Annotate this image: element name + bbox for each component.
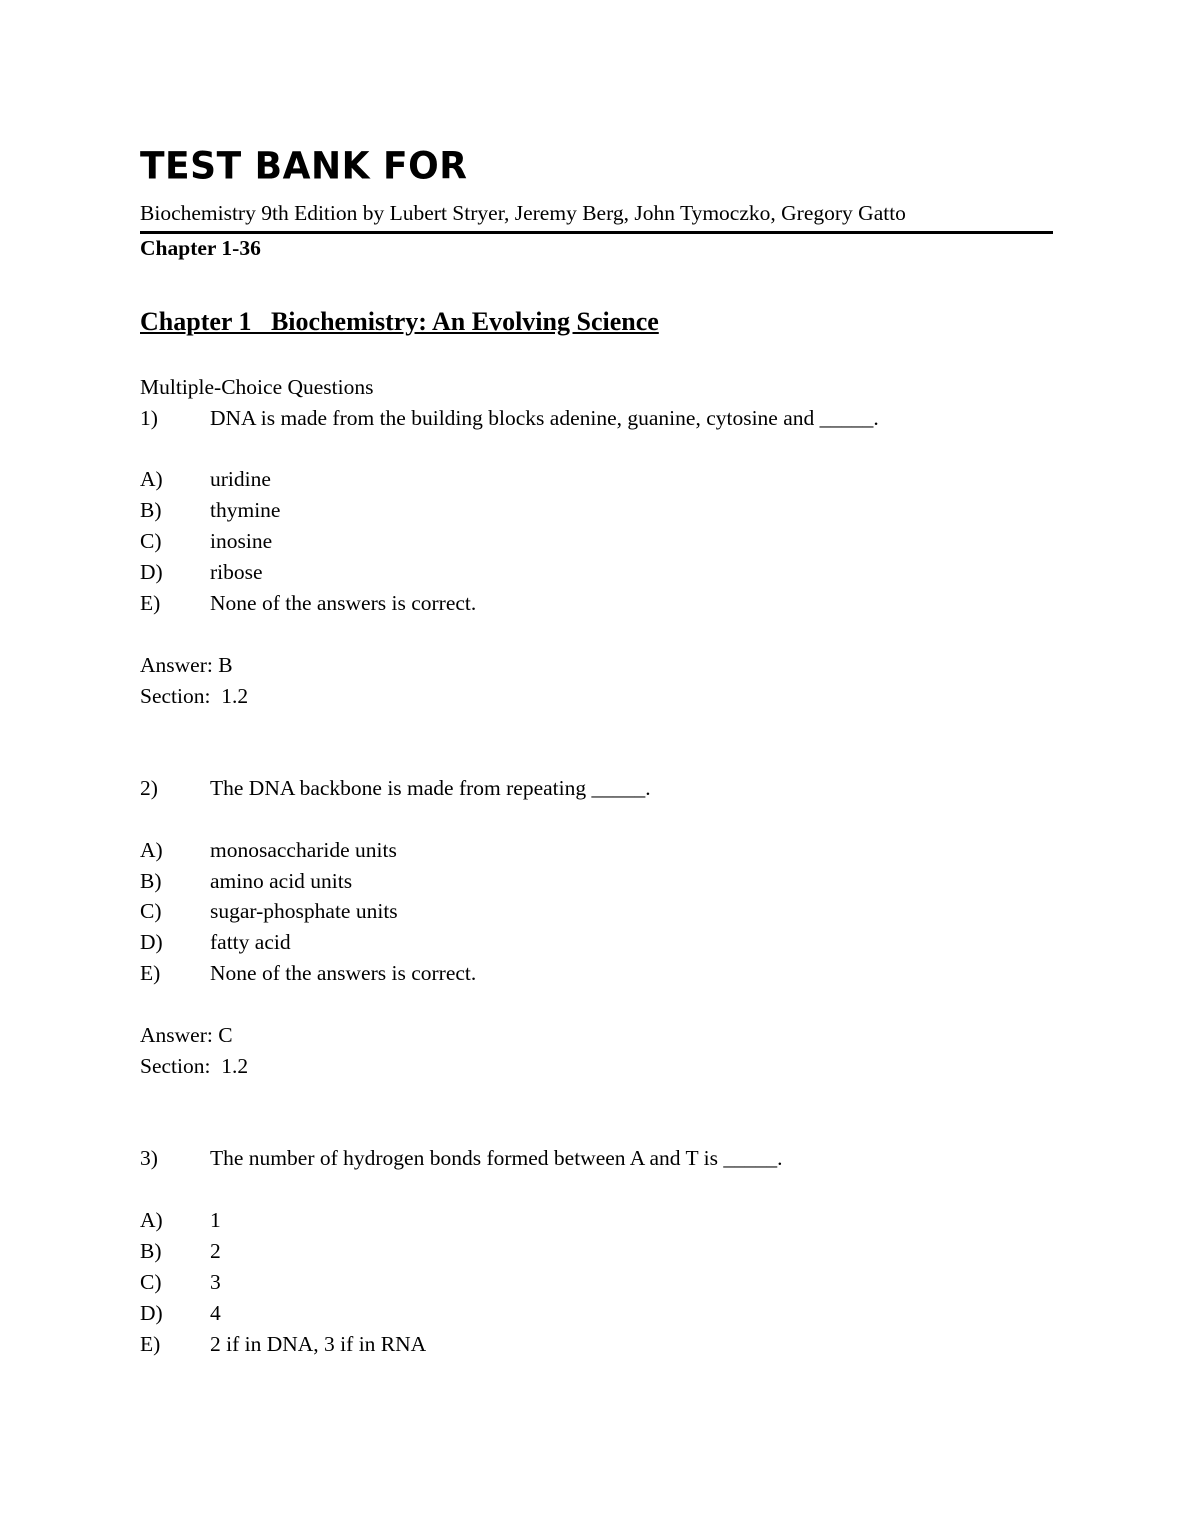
answer-line: Answer: B [140,653,233,677]
option-d [140,1301,1040,1331]
option-letter: C) [140,1270,162,1294]
option-text: None of the answers is correct. [210,591,477,615]
question-1 [140,406,1040,436]
option-letter: E) [140,961,161,985]
option-letter: C) [140,529,162,553]
section-ref: Section: 1.2 [140,684,249,708]
option-letter: D) [140,560,163,584]
option-a [140,467,1040,497]
option-text: amino acid units [210,869,353,893]
question-text: The DNA backbone is made from repeating _____. [210,776,651,800]
question-2 [140,776,1040,806]
option-d [140,560,1040,590]
option-c [140,899,1040,929]
option-letter: A) [140,838,163,862]
question-3 [140,1146,1040,1176]
option-c [140,1270,1040,1300]
option-b [140,1239,1040,1269]
option-b [140,498,1040,528]
option-letter: C) [140,899,162,923]
question-number: 1) [140,406,158,430]
option-letter: B) [140,869,162,893]
option-letter: D) [140,930,163,954]
option-a [140,838,1040,868]
header-divider [140,231,1053,234]
option-e [140,591,1040,621]
question-number: 3) [140,1146,158,1170]
option-a [140,1208,1040,1238]
option-e [140,961,1040,991]
option-text: ribose [210,560,263,584]
option-letter: E) [140,591,161,615]
question-number: 2) [140,776,158,800]
option-letter: D) [140,1301,163,1325]
option-text: 4 [210,1301,221,1325]
option-text: 1 [210,1208,221,1232]
option-text: 3 [210,1270,221,1294]
option-text: monosaccharide units [210,838,397,862]
option-d [140,930,1040,960]
option-text: fatty acid [210,930,291,954]
question-text: The number of hydrogen bonds formed between A and T is _____. [210,1146,783,1170]
option-text: None of the answers is correct. [210,961,477,985]
section-label: Multiple-Choice Questions [140,375,374,399]
option-text: 2 [210,1239,221,1263]
book-subtitle: Biochemistry 9th Edition by Lubert Stryer, Jeremy Berg, John Tymoczko, Gregory Gatto [140,201,906,225]
chapter-range: Chapter 1-36 [140,236,261,260]
option-e [140,1332,1040,1362]
option-c [140,529,1040,559]
option-b [140,869,1040,899]
option-text: inosine [210,529,273,553]
option-letter: B) [140,1239,162,1263]
option-text: uridine [210,467,271,491]
section-ref: Section: 1.2 [140,1054,249,1078]
option-letter: A) [140,1208,163,1232]
option-letter: A) [140,467,163,491]
option-text: thymine [210,498,281,522]
option-letter: B) [140,498,162,522]
chapter-heading: Chapter 1 Biochemistry: An Evolving Science [140,307,659,336]
option-text: sugar-phosphate units [210,899,398,923]
answer-line: Answer: C [140,1023,233,1047]
document-title: TEST BANK FOR [140,144,468,189]
question-text: DNA is made from the building blocks adenine, guanine, cytosine and _____. [210,406,879,430]
option-letter: E) [140,1332,161,1356]
option-text: 2 if in DNA, 3 if in RNA [210,1332,427,1356]
